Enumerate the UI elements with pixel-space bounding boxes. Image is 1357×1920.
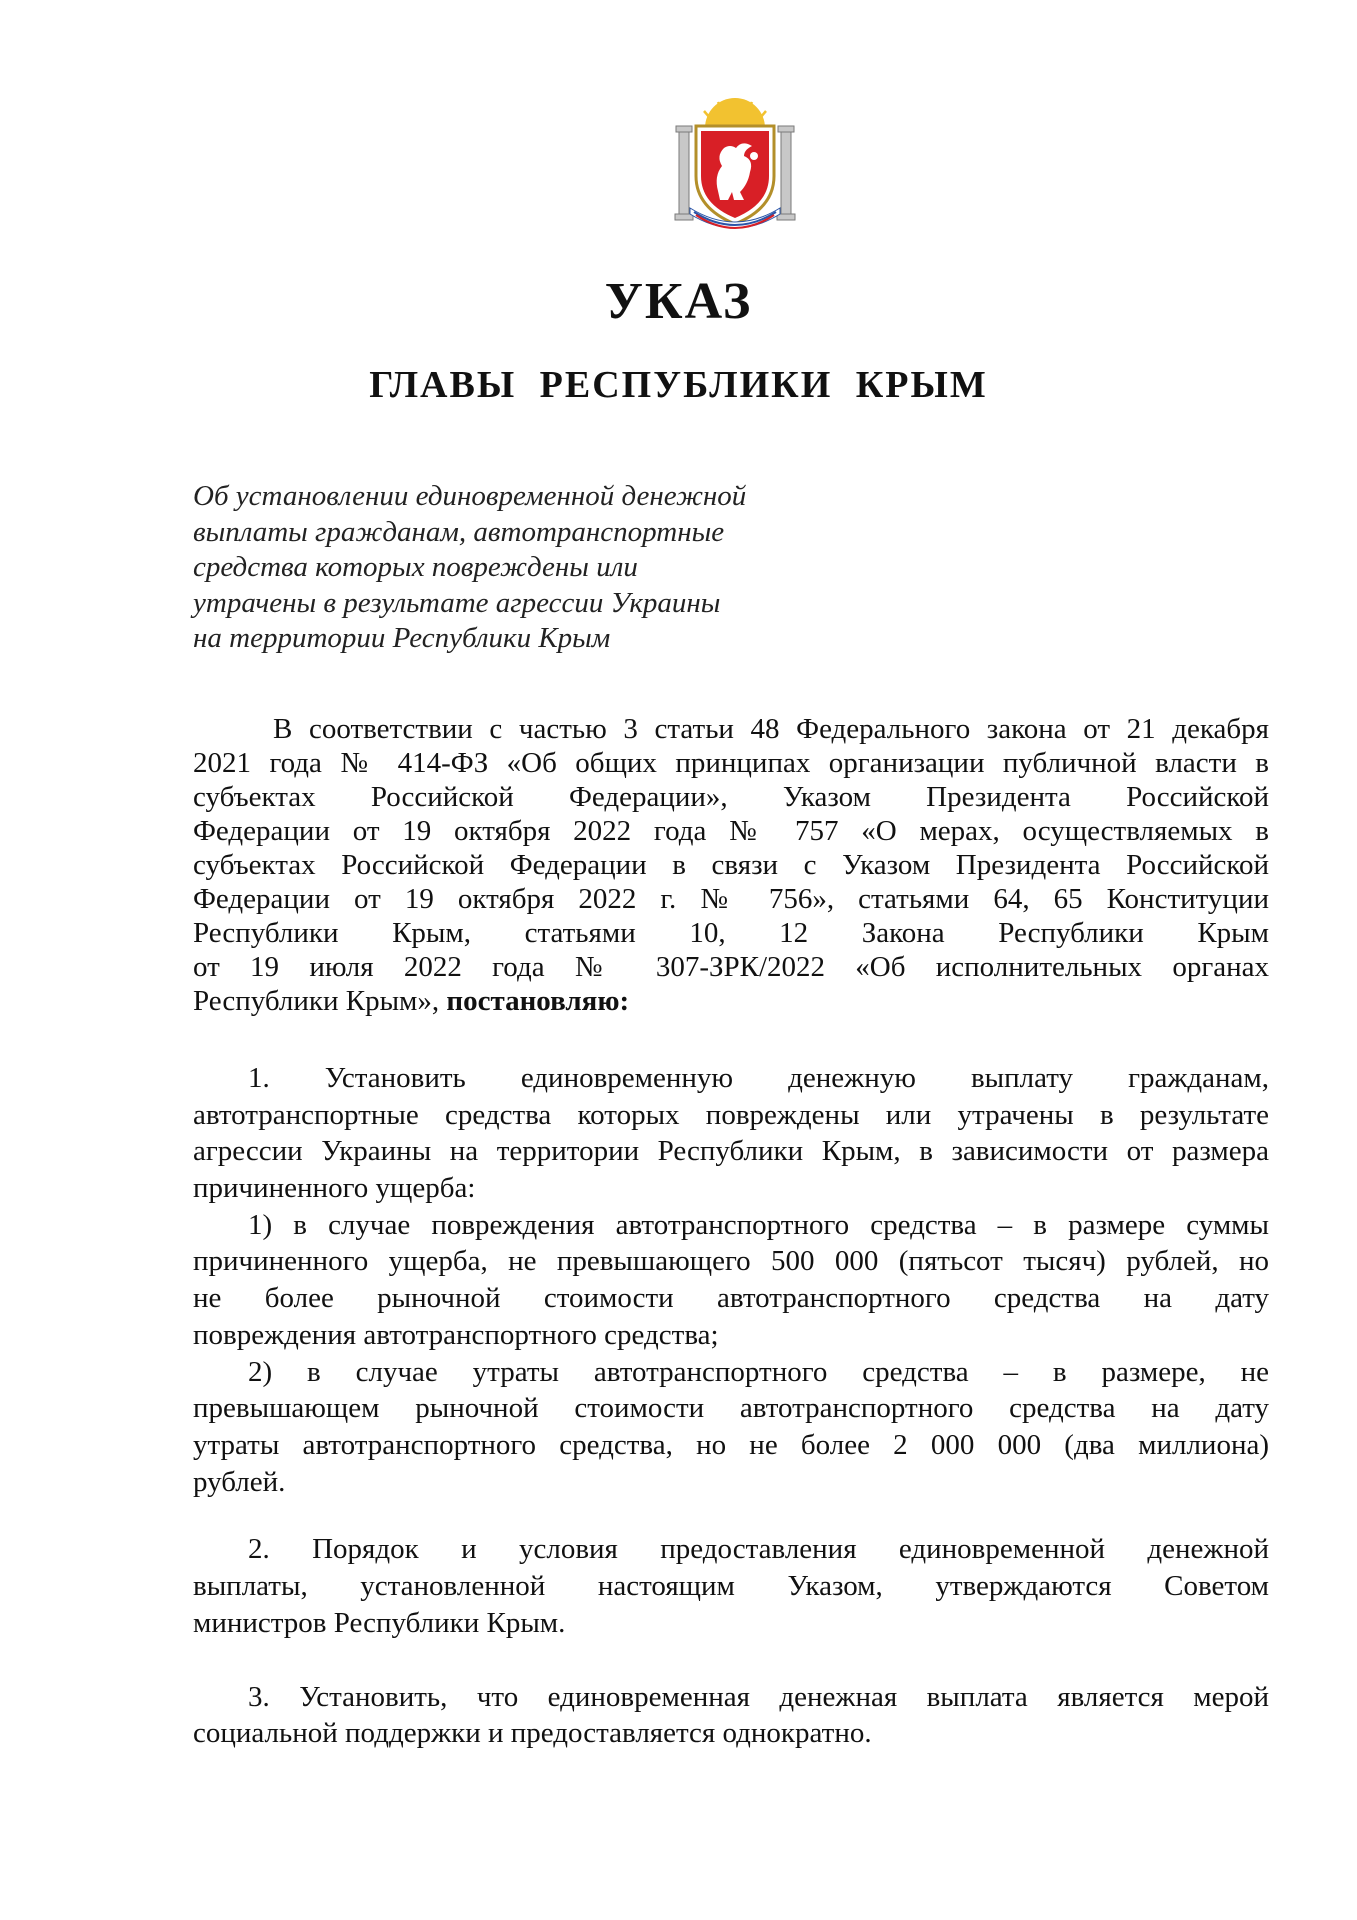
paragraph-line: агрессии Украины на территории Республики Крым, в зависимости от размера — [193, 1135, 1269, 1168]
paragraph-line: 1) в случае повреждения автотранспортного средства – в размере суммы — [248, 1208, 1269, 1241]
document-subtitle: ГЛАВЫ РЕСПУБЛИКИ КРЫМ — [369, 364, 988, 406]
paragraph-line: выплаты, установленной настоящим Указом, утверждаются Советом — [193, 1570, 1269, 1602]
coat-of-arms-icon — [670, 96, 800, 236]
document-title: УКАЗ — [604, 273, 753, 330]
paragraph-line: В соответствии с частью 3 статьи 48 Федерального закона от 21 декабря — [273, 713, 1269, 745]
paragraph-line: Республики Крым, статьями 10, 12 Закона Республики Крым — [193, 917, 1269, 949]
paragraph-line: не более рыночной стоимости автотранспортного средства на дату — [193, 1282, 1269, 1315]
paragraph-line: 2. Порядок и условия предоставления единовременной денежной — [248, 1533, 1269, 1565]
caption-line: Об установлении единовременной денежной — [193, 480, 747, 512]
paragraph-line: министров Республики Крым. — [193, 1607, 566, 1639]
paragraph-line: от 19 июля 2022 года № 307-ЗРК/2022 «Об исполнительных органах — [193, 951, 1269, 983]
paragraph-line: субъектах Российской Федерации в связи с Указом Президента Российской — [193, 849, 1269, 881]
paragraph-line: утраты автотранспортного средства, но не более 2 000 000 (два миллиона) — [193, 1428, 1269, 1461]
sun-icon — [704, 98, 766, 128]
item-1-paragraph — [193, 1060, 1269, 1500]
item-3-paragraph — [193, 1679, 1269, 1751]
preamble-paragraph — [193, 712, 1269, 1018]
caption-line: выплаты гражданам, автотранспортные — [193, 515, 725, 548]
paragraph-line: причиненного ущерба: — [193, 1172, 476, 1205]
paragraph-line: рублей. — [193, 1465, 286, 1498]
paragraph-line: 2021 года № 414-ФЗ «Об общих принципах организации публичной власти в — [193, 747, 1269, 779]
paragraph-line: субъектах Российской Федерации», Указом Президента Российской — [193, 781, 1269, 813]
shield-icon — [696, 126, 774, 224]
paragraph-line — [193, 984, 1269, 1018]
paragraph-line: превышающем рыночной стоимости автотранспортного средства на дату — [193, 1392, 1269, 1425]
paragraph-line-text: Республики Крым», — [193, 985, 440, 1017]
paragraph-line: причиненного ущерба, не превышающего 500 000 (пятьсот тысяч) рублей, но — [193, 1245, 1269, 1278]
decree-caption — [193, 479, 833, 657]
caption-line: утрачены в результате агрессии Украины — [193, 586, 721, 619]
paragraph-line: 1. Установить единовременную денежную выплату гражданам, — [248, 1062, 1269, 1094]
paragraph-line: повреждения автотранспортного средства; — [193, 1318, 719, 1351]
caption-line: на территории Республики Крым — [193, 622, 611, 654]
item-2-paragraph — [193, 1531, 1269, 1642]
paragraph-line: Федерации от 19 октября 2022 г. № 756», статьями 64, 65 Конституции — [193, 883, 1269, 915]
paragraph-line: автотранспортные средства которых повреждены или утрачены в результате — [193, 1098, 1269, 1131]
paragraph-line: 2) в случае утраты автотранспортного средства – в размере, не — [248, 1355, 1269, 1388]
caption-line: средства которых повреждены или — [193, 551, 638, 583]
resolution-word: постановляю: — [446, 985, 630, 1017]
paragraph-line: 3. Установить, что единовременная денежная выплата является мерой — [248, 1681, 1269, 1713]
paragraph-line: Федерации от 19 октября 2022 года № 757 «О мерах, осуществляемых в — [193, 815, 1269, 847]
paragraph-line: социальной поддержки и предоставляется однократно. — [193, 1717, 872, 1749]
